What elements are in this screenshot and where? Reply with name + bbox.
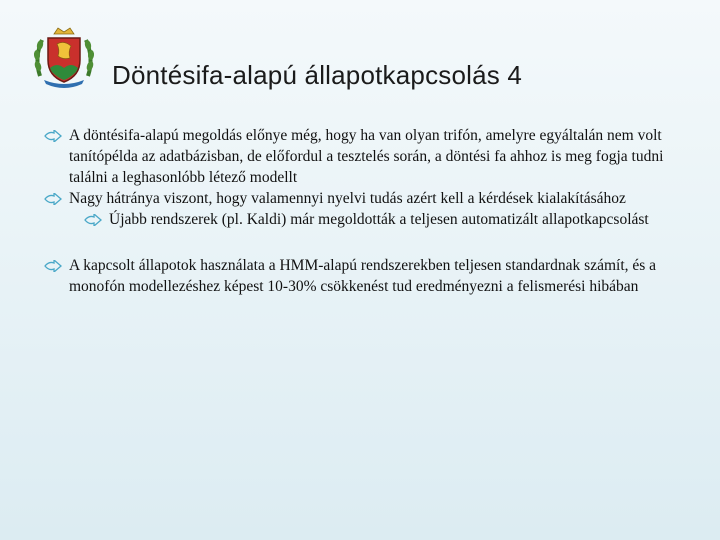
slide-title: Döntésifa-alapú állapotkapcsolás 4	[112, 60, 523, 90]
bullet-item	[44, 188, 684, 209]
bullet-text: A kapcsolt állapotok használata a HMM-alapú rendszerekben teljesen standardnak számít, és a monofón modellezéshez képest 10-30% csökkenést tud eredményezni a felismerési hibában	[69, 257, 657, 295]
arrow-bullet-icon	[44, 260, 62, 272]
bullet-item	[44, 125, 684, 188]
bullet-list	[44, 125, 684, 297]
sub-bullet-item	[84, 209, 684, 230]
arrow-bullet-icon	[44, 130, 62, 142]
arrow-bullet-icon	[84, 214, 102, 226]
bullet-text: A döntésifa-alapú megoldás előnye még, hogy ha van olyan trifón, amelyre egyáltalán nem volt tanítópélda az adatbázisban, de előfordul a tesztelés során, a döntési fa ahhoz is meg fogja tudni találni a leghasonlóbb létező modellt	[69, 127, 664, 186]
spacer	[44, 230, 684, 255]
arrow-bullet-icon	[44, 193, 62, 205]
bullet-item	[44, 255, 684, 297]
university-logo	[30, 22, 98, 90]
bullet-text: Újabb rendszerek (pl. Kaldi) már megoldották a teljesen automatizált allapotkapcsolást	[109, 211, 649, 228]
bullet-text: Nagy hátránya viszont, hogy valamennyi nyelvi tudás azért kell a kérdések kialakításához	[69, 190, 626, 207]
